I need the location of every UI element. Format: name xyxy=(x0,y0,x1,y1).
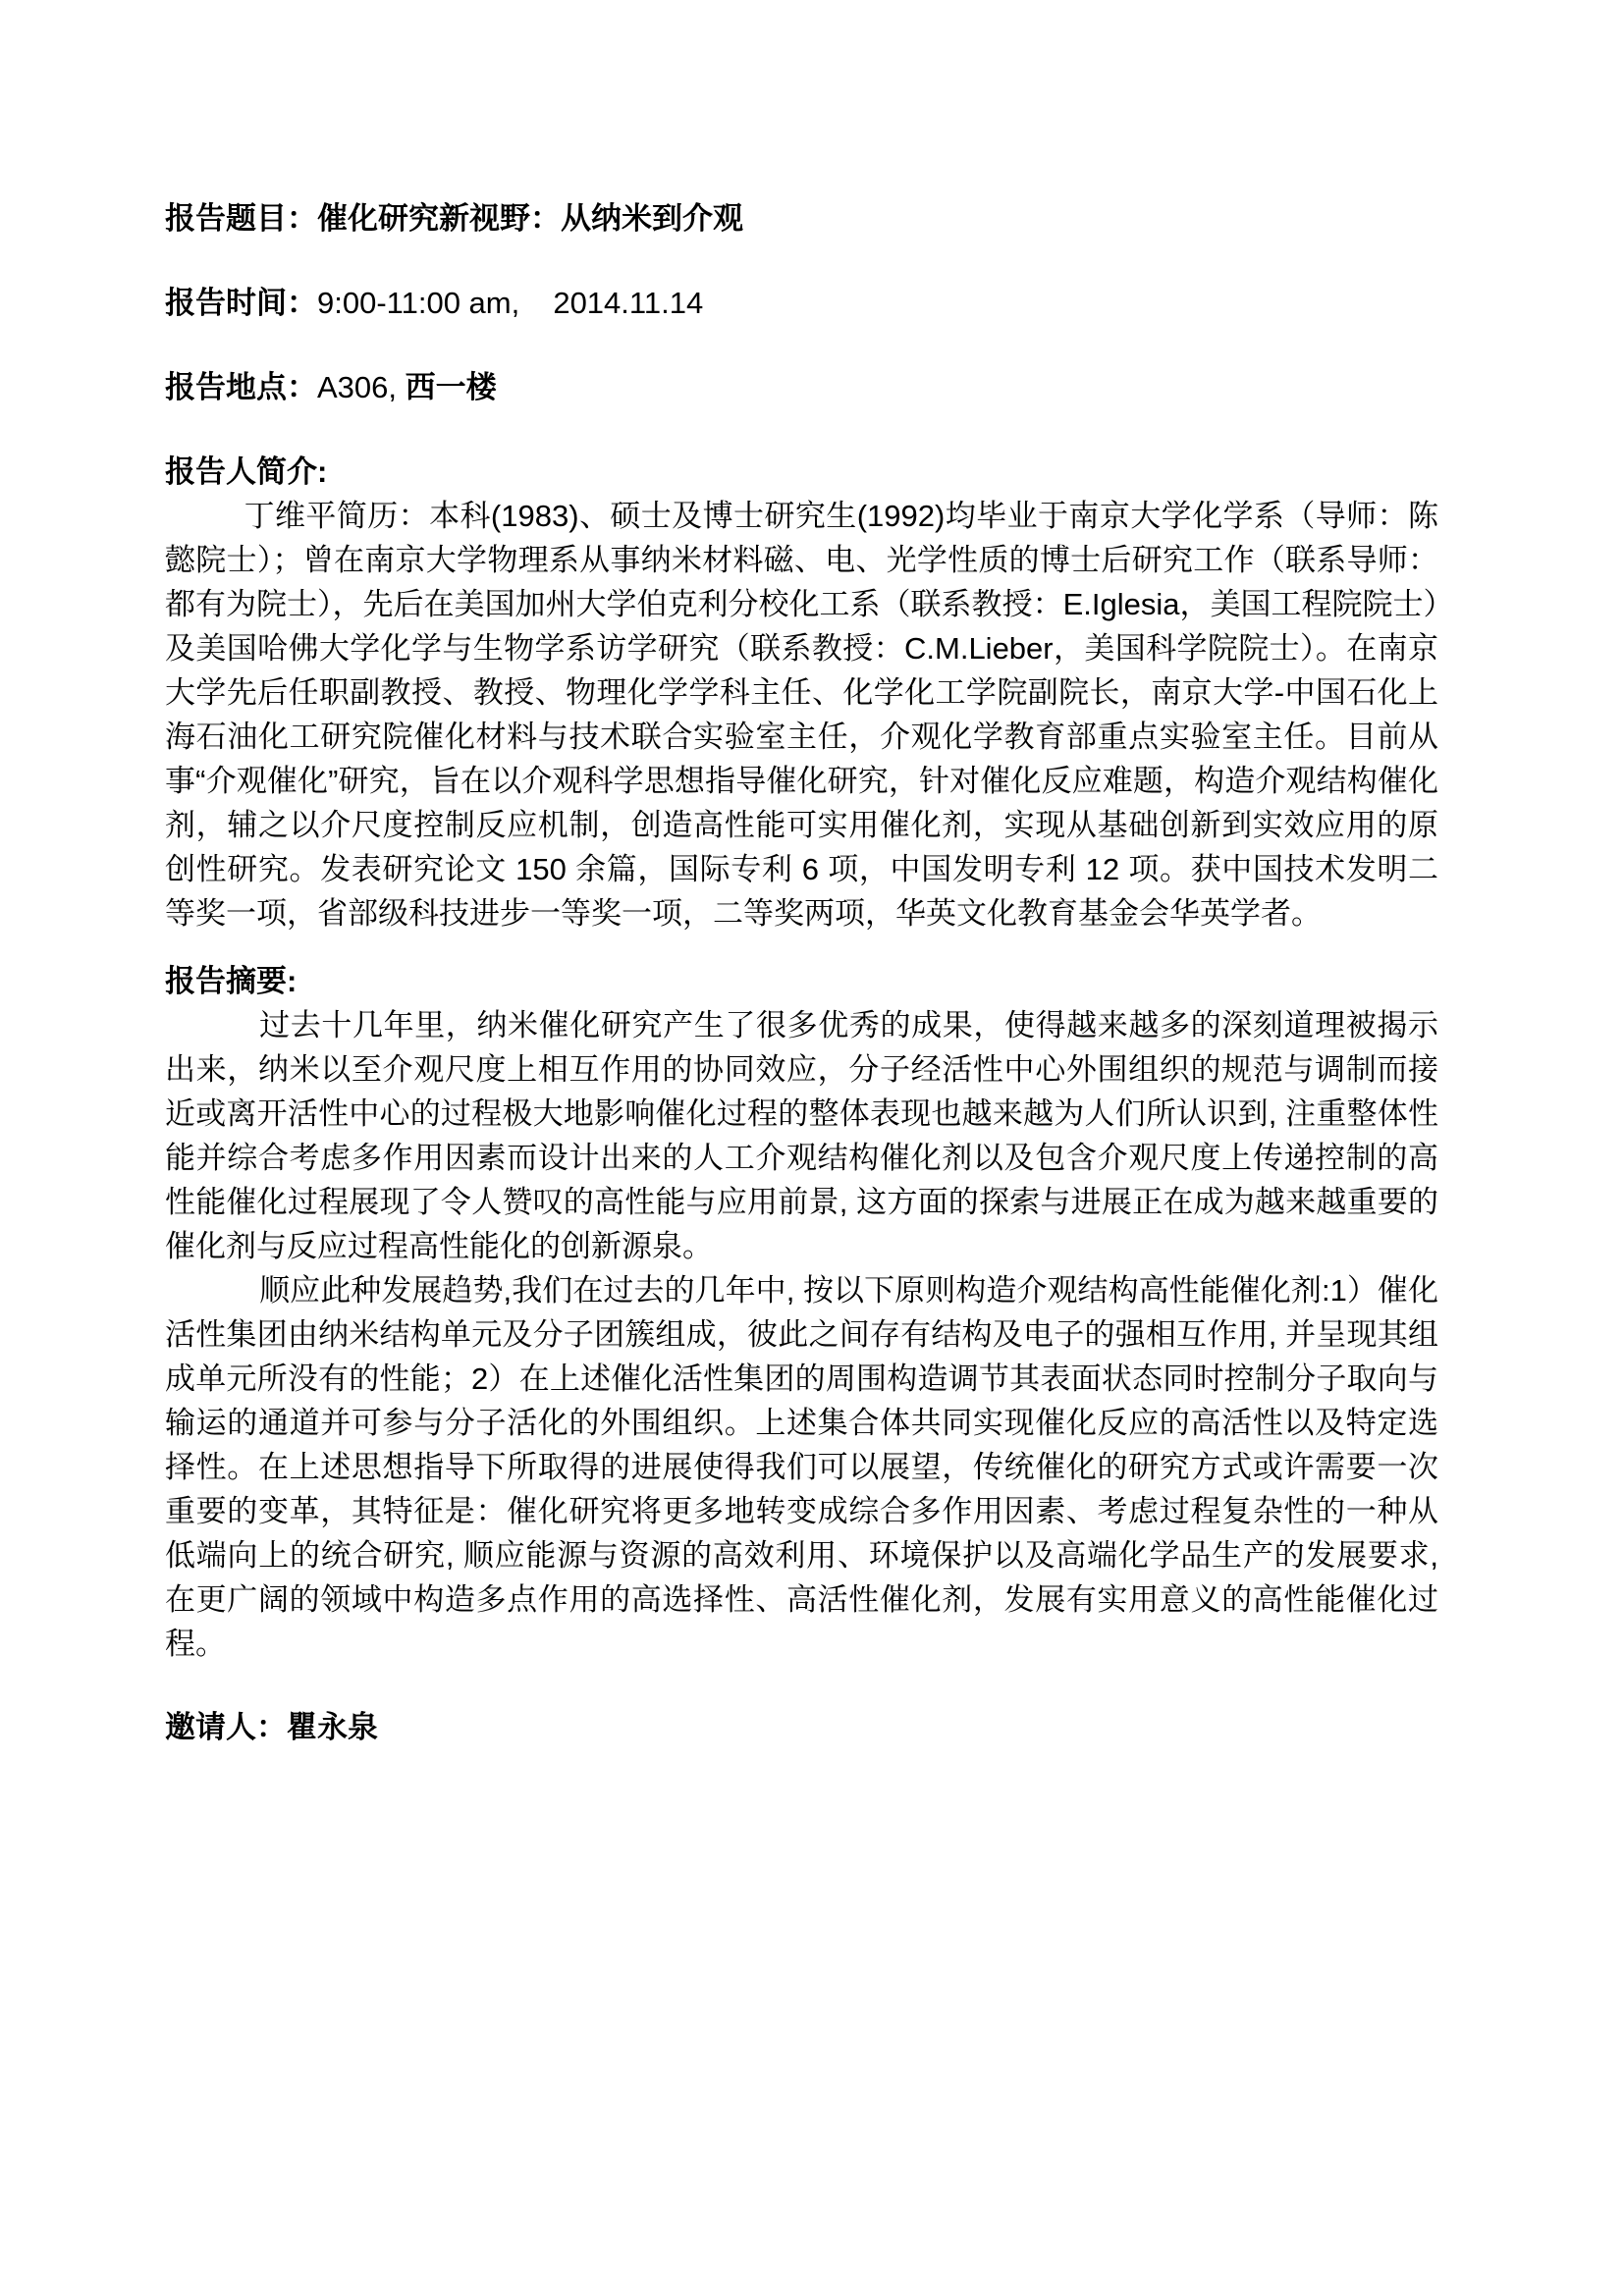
report-title-label: 报告题目： xyxy=(165,201,317,236)
report-location-line xyxy=(165,365,1438,409)
report-location-room: A306, xyxy=(317,370,398,404)
abstract-heading: 报告摘要: xyxy=(165,964,298,998)
abstract-paragraph-1: 过去十几年里，纳米催化研究产生了很多优秀的成果，使得越来越多的深刻道理被揭示出来，纳米以至介观尺度上相互作用的协同效应，分子经活性中心外围组织的规范与调制而接近或离开活性中心的过程极大地影响催化过程的整体表现也越来越为人们所认识到, 注重整体性能并综合考虑多作用因素而设计出来的人工介观结构催化剂以及包含介观尺度上传递控制的高性能催化过程展现了令人赞叹的高性能与应用前景, 这方面的探索与进展正在成为越来越重要的催化剂与反应过程高性能化的创新源泉。 xyxy=(165,1008,1438,1263)
report-title: 催化研究新视野：从纳米到介观 xyxy=(317,201,743,236)
bio-heading: 报告人简介: xyxy=(165,454,328,489)
inviter-label: 邀请人： xyxy=(165,1710,287,1744)
report-time-line xyxy=(165,281,1438,325)
inviter-name: 瞿永泉 xyxy=(287,1710,378,1744)
report-date-value: 2014.11.14 xyxy=(553,286,704,320)
report-location-building: 西一楼 xyxy=(397,370,497,404)
report-time-value: 9:00-11:00 am, xyxy=(317,286,520,320)
inviter-line xyxy=(165,1705,1438,1749)
bio-paragraph: 丁维平简历：本科(1983)、硕士及博士研究生(1992)均毕业于南京大学化学系（导师：陈懿院士）；曾在南京大学物理系从事纳米材料磁、电、光学性质的博士后研究工作（联系导师：都有为院士），先后在美国加州大学伯克利分校化工系（联系教授：E.Iglesia，美国工程院院士）及美国哈佛大学化学与生物学系访学研究（联系教授：C.M.Lieber，美国科学院院士）。在南京大学先后任职副教授、教授、物理化学学科主任、化学化工学院副院长，南京大学-中国石化上海石油化工研究院催化材料与技术联合实验室主任，介观化学教育部重点实验室主任。目前从事“介观催化”研究，旨在以介观科学思想指导催化研究，针对催化反应难题，构造介观结构催化剂，辅之以介尺度控制反应机制，创造高性能可实用催化剂，实现从基础创新到实效应用的原创性研究。发表研究论文 150 余篇，国际专利 6 项，中国发明专利 12 项。获中国技术发明二等奖一项，省部级科技进步一等奖一项，二等奖两项，华英文化教育基金会华英学者。 xyxy=(165,499,1438,931)
abstract-paragraph-2: 顺应此种发展趋势,我们在过去的几年中, 按以下原则构造介观结构高性能催化剂:1）催化活性集团由纳米结构单元及分子团簇组成，彼此之间存有结构及电子的强相互作用, 并呈现其组成单元所没有的性能；2）在上述催化活性集团的周围构造调节其表面状态同时控制分子取向与输运的通道并可参与分子活化的外围组织。上述集合体共同实现催化反应的高活性以及特定选择性。在上述思想指导下所取得的进展使得我们可以展望，传统催化的研究方式或许需要一次重要的变革，其特征是：催化研究将更多地转变成综合多作用因素、考虑过程复杂性的一种从低端向上的统合研究, 顺应能源与资源的高效利用、环境保护以及高端化学品生产的发展要求, 在更广阔的领域中构造多点作用的高选择性、高活性催化剂，发展有实用意义的高性能催化过程。 xyxy=(165,1273,1438,1661)
report-location-label: 报告地点： xyxy=(165,370,317,404)
report-time-label: 报告时间： xyxy=(165,286,317,320)
report-title-line xyxy=(165,196,1438,240)
